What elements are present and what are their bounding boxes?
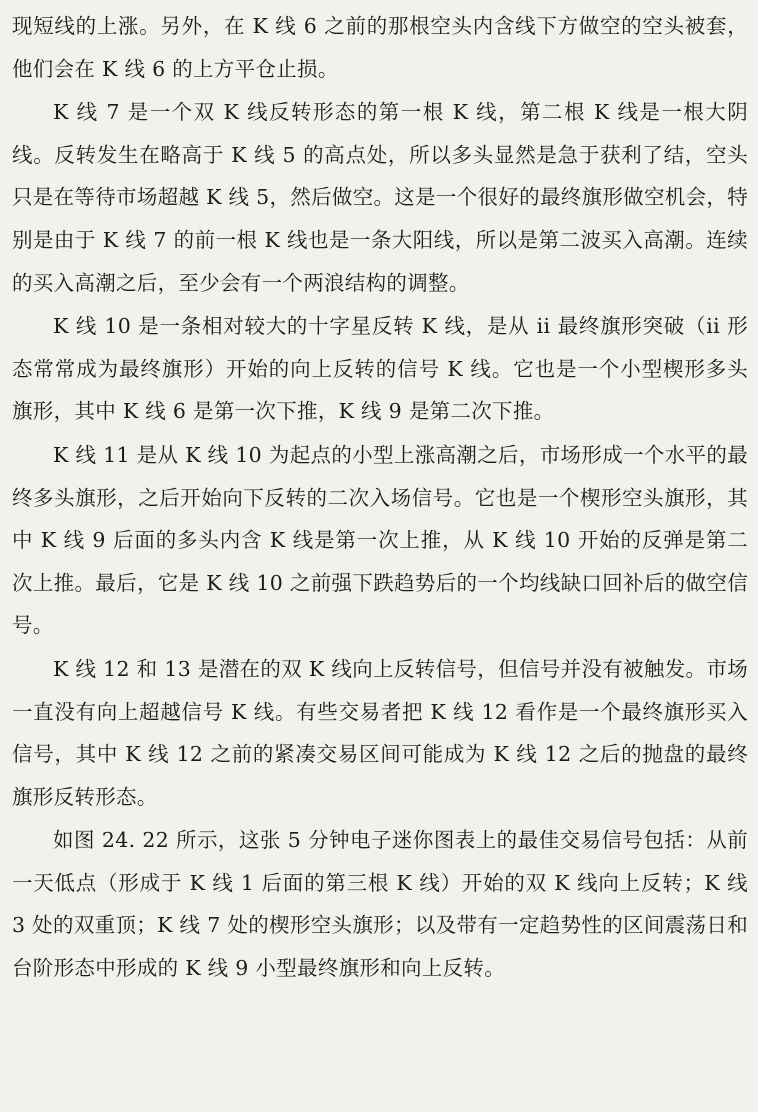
paragraph-bar-11: K 线 11 是从 K 线 10 为起点的小型上涨高潮之后，市场形成一个水平的最终多头旗形，之后开始向下反转的二次入场信号。它也是一个楔形空头旗形，其中 K 线 9 后面的多头内含 K 线是第一次上推，从 K 线 10 开始的反弹是第二次上推。最后，它是 K 线 10 之前强下跌趋势后的一个均线缺口回补后的做空信号。 — [12, 442, 748, 638]
paragraph-bar-10: K 线 10 是一条相对较大的十字星反转 K 线，是从 ii 最终旗形突破（ii 形态常常成为最终旗形）开始的向上反转的信号 K 线。它也是一个小型楔形多头旗形，其中 K 线 6 是第一次下推，K 线 9 是第二次下推。 — [12, 314, 748, 424]
paragraph-figure-summary: 如图 24. 22 所示，这张 5 分钟电子迷你图表上的最佳交易信号包括：从前一天低点（形成于 K 线 1 后面的第三根 K 线）开始的双 K 线向上反转；K 线 3 处的双重顶；K 线 7 处的楔形空头旗形；以及带有一定趋势性的区间震荡日和台阶形态中形成的 K 线 9 小型最终旗形和向上反转。 — [12, 828, 748, 981]
paragraph-bar-12-13: K 线 12 和 13 是潜在的双 K 线向上反转信号，但信号并没有被触发。市场一直没有向上超越信号 K 线。有些交易者把 K 线 12 看作是一个最终旗形买入信号，其中 K 线 12 之前的紧凑交易区间可能成为 K 线 12 之后的抛盘的最终旗形反转形态。 — [12, 656, 748, 809]
paragraph-continuation: 现短线的上涨。另外，在 K 线 6 之前的那根空头内含线下方做空的空头被套，他们会在 K 线 6 的上方平仓止损。 — [12, 14, 748, 81]
paragraph-bar-7: K 线 7 是一个双 K 线反转形态的第一根 K 线，第二根 K 线是一根大阴线。反转发生在略高于 K 线 5 的高点处，所以多头显然是急于获利了结，空头只是在等待市场超越 K 线 5，然后做空。这是一个很好的最终旗形做空机会，特别是由于 K 线 7 的前一根 K 线也是一条大阳线，所以是第二波买入高潮。连续的买入高潮之后，至少会有一个两浪结构的调整。 — [12, 100, 748, 295]
